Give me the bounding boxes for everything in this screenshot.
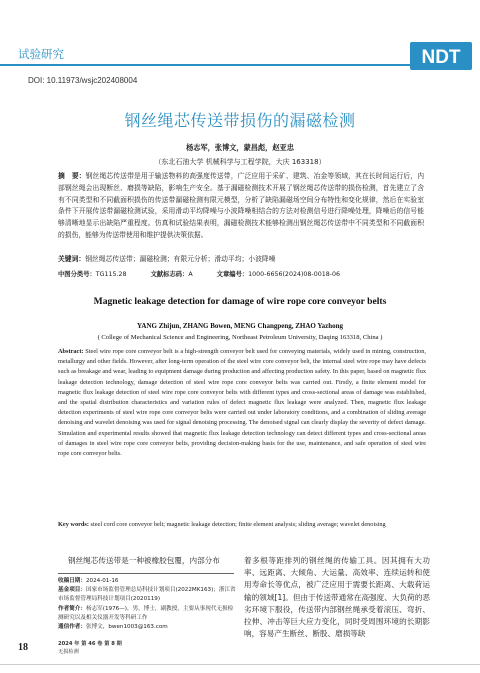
abstract-text-en: Steel wire rope core conveyor belt is a high-strength conveyor belt used for conveying materials, widely used in mining, construction, metallurgy and other fields. However, after long-term operation of the steel wire core conveyor belt, the internal steel wire rope may have defects such as breakage and wear, leading to equipment damage during production and affecting production safety. In this paper, based on magnetic flux leakage detection technology, damage detection of steel wire rope core conveyor belts was carried out. Firstly, a finite element model for magnetic flux leakage detection of steel wire rope core conveyor belts with different types and cross-sectional areas of damage was established, and the spatial distribution characteristics and variation rules of defect magnetic flux leakage were analyzed. Then, magnetic flux leakage detection experiments of steel wire rope core conveyor belts were carried out under laboratory conditions, and a combination of sliding average denoising and wavelet denoising was used for signal denoising processing. The denoised signal can clearly display the severity of defect damage. Simulation and experimental results showed that magnetic flux leakage detection technology can detect different types and cross-sectional areas of damages in steel wire rope core conveyor belts, providing decision-making basis for the use, maintenance, and safe operation of steel wire rope core conveyor belts. — [58, 348, 426, 458]
abstract-cn — [58, 171, 424, 242]
issue-info — [58, 640, 122, 656]
abstract-label-en: Abstract: — [58, 348, 84, 355]
journal-logo — [410, 40, 474, 72]
doc-code: 文献标志码：A — [150, 271, 193, 278]
journal-name: 无损检测 — [58, 649, 79, 655]
body-right-column: 着多根等距排列的钢丝绳的传输工具。因其拥有大功率、远距离、大倾角、大运量、高效率、连续运转和使用寿命长等优点，被广泛应用于需要长距离、大载荷运输的领域[1]。但由于传送带通常在高强度、大负荷的恶劣环境下服役，传送带内部钢丝绳承受着滚压、弯折、拉伸、冲击等巨大应力变化，同时受周围环境的长期影响，容易产生断丝、断股、磨损等缺 — [244, 556, 430, 639]
section-label: 试验研究 — [18, 49, 64, 61]
footnote-fund: 基金项目：国家市场监督管理总局科技计划项目(2022MK163)；浙江省市场监督管理局科技计划项目(2020119) — [58, 587, 236, 603]
header-rule — [0, 64, 430, 66]
article-title-en: Magnetic leakage detection for damage of wire rope core conveyor belts — [93, 296, 387, 307]
keywords-text-en: steel cord core conveyor belt; magnetic leakage detection; finite element analysis; sliding average; wavelet denoising — [90, 521, 386, 528]
clc: 中图分类号：TG115.28 — [58, 271, 127, 278]
keywords-label-cn: 关键词： — [58, 255, 86, 263]
logo-text: NDT — [421, 47, 461, 68]
authors-cn: 杨志军，张博文，蒙昌彪，赵亚忠 — [186, 143, 294, 152]
page-number: 18 — [18, 642, 28, 653]
affiliation-en: ( College of Mechanical Science and Engineering, Northeast Petroleum University, Daqing 163318, China ) — [97, 334, 383, 341]
keywords-text-cn: 钢丝绳芯传送带；漏磁检测；有限元分析；滑动平均；小波降噪 — [85, 255, 276, 263]
body-left-intro: 钢丝绳芯传送带是一种被橡胶包覆，内部分布 — [68, 556, 220, 565]
keywords-en — [58, 520, 426, 530]
abstract-text-cn: 钢丝绳芯传送带是用于输送物料的高强度传送带，广泛应用于采矿、建筑、冶金等领域，其在长时间运行后，内部钢丝绳会出现断丝、磨损等缺陷，影响生产安全。基于漏磁检测技术开展了钢丝绳芯传送带的损伤检测，首先建立了含有不同类型和不同截面积损伤的传送带漏磁检测有限元模型，分析了缺陷漏磁场空间分布特性和变化规律，然后在实验室条件下开展传送带漏磁检测试验，采用滑动平均降噪与小波降噪相结合的方法对检测信号进行降噪处理，降噪后的信号能够清晰地显示出缺陷严重程度。仿真和试验结果表明，漏磁检测技术能够检测出钢丝绳芯传送带中不同类型和不同截面积的损伤，能够为传送带使用和维护提供决策依据。 — [58, 172, 425, 239]
abstract-en — [58, 347, 426, 459]
keywords-label-en: Key words: — [58, 521, 89, 528]
footnote-rule — [58, 573, 234, 574]
authors-en: YANG Zhijun, ZHANG Bowen, MENG Changpeng, ZHAO Yazhong — [136, 322, 344, 330]
footnote-received: 收稿日期：2024-01-16 — [58, 578, 119, 584]
footnote-author: 作者简介：杨志军(1976—)，男，博士，副教授，主要从事现代无损检测研究以及相关仪器开发等科研工作 — [58, 605, 234, 621]
classification-row — [58, 269, 424, 278]
article-title-cn: 钢丝绳芯传送带损伤的漏磁检测 — [124, 111, 356, 130]
keywords-cn — [58, 254, 424, 265]
affiliation-cn: （东北石油大学 机械科学与工程学院，大庆 163318） — [154, 158, 326, 166]
ndt-logo-icon — [410, 40, 474, 72]
issue-line: 2024 年 第 46 卷 第 8 期 — [58, 641, 122, 647]
doi: DOI: 10.11973/wsjc202408004 — [28, 76, 138, 85]
article-number: 文章编号：1000-6656(2024)08-0018-06 — [216, 271, 341, 278]
footnote-contact: 通信作者：张博文，bwen1003@163.com — [58, 624, 168, 631]
abstract-label-cn: 摘 要： — [58, 172, 86, 180]
bottom-rule — [0, 664, 480, 665]
footnotes — [58, 577, 238, 632]
